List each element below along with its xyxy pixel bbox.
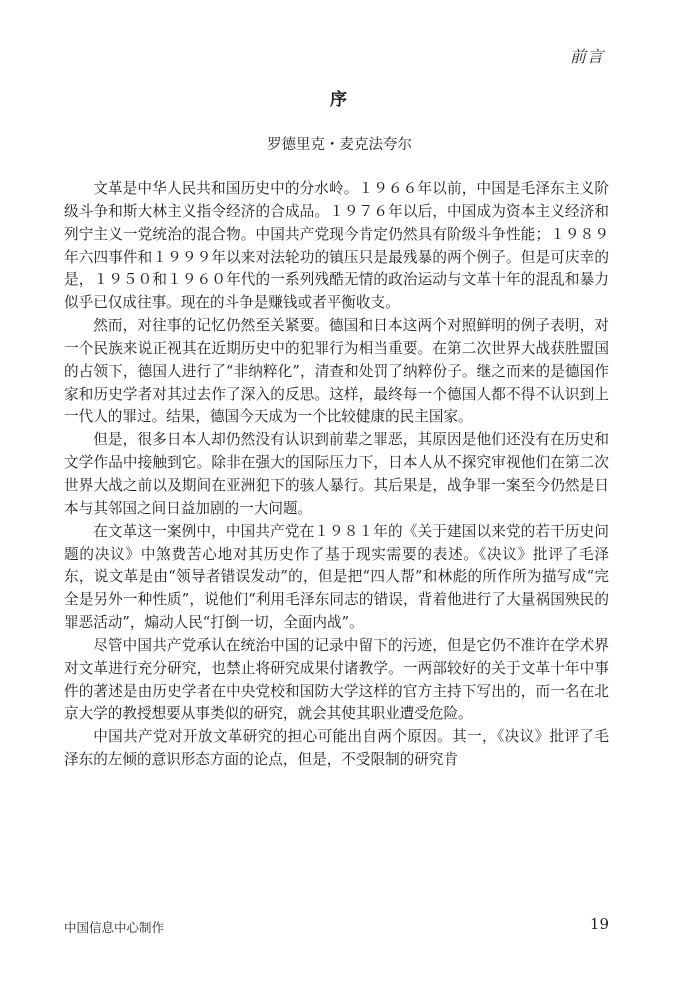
paragraph: 然而，对往事的记忆仍然至关紧要。德国和日本这两个对照鲜明的例子表明，对一个民族来说正视其在近期历史中的犯罪行为相当重要。在第二次世界大战获胜盟国的占领下，德国人进行了“非纳粹化”，清查和处罚了纳粹份子。继之而来的是德国作家和历史学者对其过去作了深入的反思。这样，最终每一个德国人都不得不认识到上一代人的罪过。结果，德国今天成为一个比较健康的民主国家。	[64, 317, 609, 426]
paragraph: 中国共产党对开放文革研究的担心可能出自两个原因。其一，《决议》批评了毛泽东的左倾的意识形态方面的论点，但是，不受限制的研究肯	[64, 728, 609, 769]
paragraph: 尽管中国共产党承认在统治中国的记录中留下的污迹，但是它仍不准许在学术界对文革进行充分研究，也禁止将研究成果付诸教学。一两部较好的关于文革十年中事件的著述是由历史学者在中央党校和国防大学这样的官方主持下写出的，而一名在北京大学的教授想要从事类似的研究，就会其使其职业遭受危险。	[64, 636, 609, 723]
footer-publisher: 中国信息中心制作	[64, 920, 165, 935]
paragraph: 文革是中华人民共和国历史中的分水岭。１９６６年以前，中国是毛泽东主义阶级斗争和斯大林主义指令经济的合成品。１９７６年以后，中国成为资本主义经济和列宁主义一党统治的混合物。中国共产党现今肯定仍然具有阶级斗争性能；１９８９年六四事件和１９９９年以来对法轮功的镇压只是最残暴的两个例子。但是可庆幸的是，１９５０和１９６０年代的一系列残酷无情的政治运动与文革十年的混乱和暴力似乎已仅成往事。现在的斗争是赚钱或者平衡收支。	[64, 180, 609, 312]
paragraph: 在文革这一案例中，中国共产党在１９８１年的《关于建国以来党的若干历史问题的决议》中煞费苦心地对其历史作了基于现实需要的表述。《决议》批评了毛泽东，说文革是由“领导者错误发动”的，但是把“四人帮”和林彪的所作所为描写成“完全是另外一种性质”，说他们“利用毛泽东同志的错误，背着他进行了大量祸国殃民的罪恶活动”，煽动人民“打倒一切，全面内战”。	[64, 522, 609, 632]
paragraph: 但是，很多日本人却仍然没有认识到前辈之罪恶，其原因是他们还没有在历史和文学作品中接触到它。除非在强大的国际压力下，日本人从不探究审视他们在第二次世界大战之前以及期间在亚洲犯下的骇人暴行。其后果是，战争罪一案至今仍然是日本与其邻国之间日益加剧的一大问题。	[64, 431, 609, 517]
page-title: 序	[330, 90, 349, 110]
page-number: 19	[589, 915, 609, 933]
running-header: 前言	[569, 47, 604, 66]
author-line: 罗德里克・麦克法夸尔	[267, 137, 412, 153]
body-text	[64, 178, 609, 772]
